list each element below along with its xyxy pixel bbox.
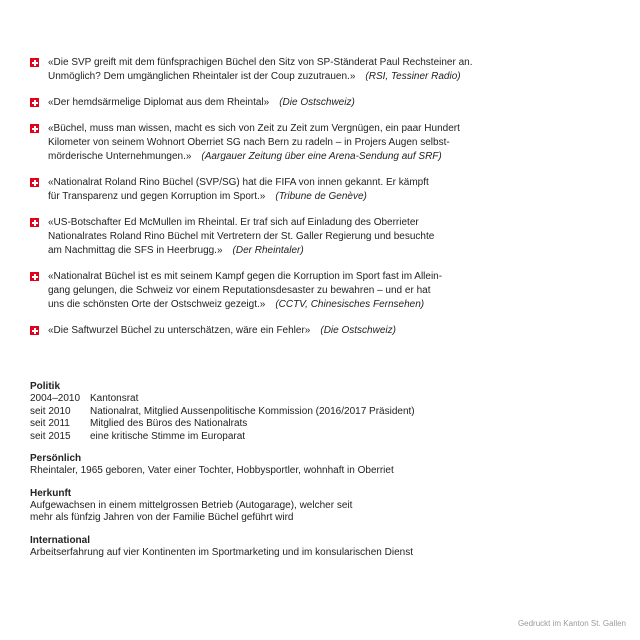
politik-year: seit 2015: [30, 430, 71, 442]
quote-text-line: «Die SVP greift mit dem fünfsprachigen Büchel den Sitz von SP-Ständerat Paul Rechsteiner an.: [48, 57, 473, 68]
politik-row: [30, 418, 620, 431]
politik-year: seit 2010: [30, 405, 71, 417]
swiss-cross-icon: [30, 272, 39, 281]
quote-text-line: «Der hemdsärmelige Diplomat aus dem Rheintal» (Die Ostschweiz): [48, 97, 355, 108]
quote-text-line: «Nationalrat Roland Rino Büchel (SVP/SG) hat die FIFA von innen gekannt. Er kämpft: [48, 177, 429, 188]
politik-row: [30, 431, 620, 444]
quote-text-line: für Transparenz und gegen Korruption im Sport.» (Tribune de Genève): [48, 191, 367, 202]
section-text: Rheintaler, 1965 geboren, Vater einer Tochter, Hobbysportler, wohnhaft in Oberriet: [30, 465, 394, 476]
quote-item: [30, 122, 620, 164]
quote-text-line: Kilometer von seinem Wohnort Oberriet SG nach Bern zu radeln – in Projers Augen selbst-: [48, 137, 450, 148]
section-text: Arbeitserfahrung auf vier Kontinenten im Sportmarketing und im konsularischen Dienst: [30, 546, 413, 558]
politik-year: 2004–2010: [30, 393, 81, 404]
quote-text-line: «US-Botschafter Ed McMullen im Rheintal. Er traf sich auf Einladung des Oberrieter: [48, 217, 419, 228]
quote-source: (Aargauer Zeitung über eine Arena-Sendung auf SRF): [201, 151, 442, 162]
politik-text: Kantonsrat: [90, 393, 139, 404]
section-heading: Politik: [30, 381, 61, 392]
politik-text: eine kritische Stimme im Europarat: [90, 430, 246, 442]
quote-item: [30, 270, 620, 312]
politik-text: Nationalrat, Mitglied Aussenpolitische Kommission (2016/2017 Präsident): [90, 405, 415, 417]
politik-row: [30, 406, 620, 419]
quote-item: [30, 216, 620, 258]
quote-text-line: Nationalrates Roland Rino Büchel mit Vertretern der St. Galler Regierung und besuchte: [48, 231, 435, 242]
quote-text-line: «Nationalrat Büchel ist es mit seinem Kampf gegen die Korruption im Sport fast im Allein-: [48, 271, 443, 282]
politik-section: [30, 380, 620, 443]
politik-row: [30, 393, 620, 406]
section-heading: Persönlich: [30, 453, 82, 464]
quote-source: (Der Rheintaler): [232, 245, 304, 256]
herkunft-section: [30, 487, 620, 525]
politik-text: Mitglied des Büros des Nationalrats: [90, 418, 248, 429]
swiss-cross-icon: [30, 326, 39, 335]
quote-text-line: mörderische Unternehmungen.» (Aargauer Zeitung über eine Arena-Sendung auf SRF): [48, 151, 442, 162]
swiss-cross-icon: [30, 98, 39, 107]
section-text: mehr als fünfzig Jahren von der Familie Büchel geführt wird: [30, 512, 294, 523]
quote-list: [30, 56, 620, 350]
quote-source: (Tribune de Genève): [275, 191, 367, 202]
swiss-cross-icon: [30, 218, 39, 227]
swiss-cross-icon: [30, 178, 39, 187]
quote-source: (CCTV, Chinesisches Fernsehen): [275, 299, 425, 310]
section-heading: International: [30, 534, 91, 546]
bio-section: [30, 380, 620, 568]
quote-item: [30, 324, 620, 338]
quote-text-line: «Die Saftwurzel Büchel zu unterschätzen, wäre ein Fehler» (Die Ostschweiz): [48, 325, 396, 336]
persoenlich-section: [30, 452, 620, 478]
quote-text-line: gang gelungen, die Schweiz vor einem Reputationsdesaster zu bewahren – und er hat: [48, 285, 431, 296]
quote-source: (RSI, Tessiner Radio): [365, 71, 461, 82]
quote-item: [30, 56, 620, 84]
quote-text-line: Unmöglich? Dem umgänglichen Rheintaler ist der Coup zuzutrauen.» (RSI, Tessiner Radio): [48, 71, 461, 82]
international-section: [30, 534, 620, 560]
quote-text-line: «Büchel, muss man wissen, macht es sich von Zeit zu Zeit zum Vergnügen, ein paar Hundert: [48, 123, 460, 134]
print-footer: Gedruckt im Kanton St. Gallen: [517, 619, 626, 628]
section-text: Aufgewachsen in einem mittelgrossen Betrieb (Autogarage), welcher seit: [30, 499, 353, 511]
quote-text-line: am Nachmittag die SFS in Heerbrugg.» (Der Rheintaler): [48, 245, 304, 256]
politik-year: seit 2011: [30, 418, 70, 429]
swiss-cross-icon: [30, 58, 39, 67]
quote-source: (Die Ostschweiz): [279, 97, 355, 108]
quote-item: [30, 96, 620, 110]
quote-source: (Die Ostschweiz): [320, 325, 396, 336]
quote-text-line: uns die schönsten Orte der Ostschweiz gezeigt.» (CCTV, Chinesisches Fernsehen): [48, 299, 425, 310]
swiss-cross-icon: [30, 124, 39, 133]
section-heading: Herkunft: [30, 487, 72, 499]
quote-item: [30, 176, 620, 204]
